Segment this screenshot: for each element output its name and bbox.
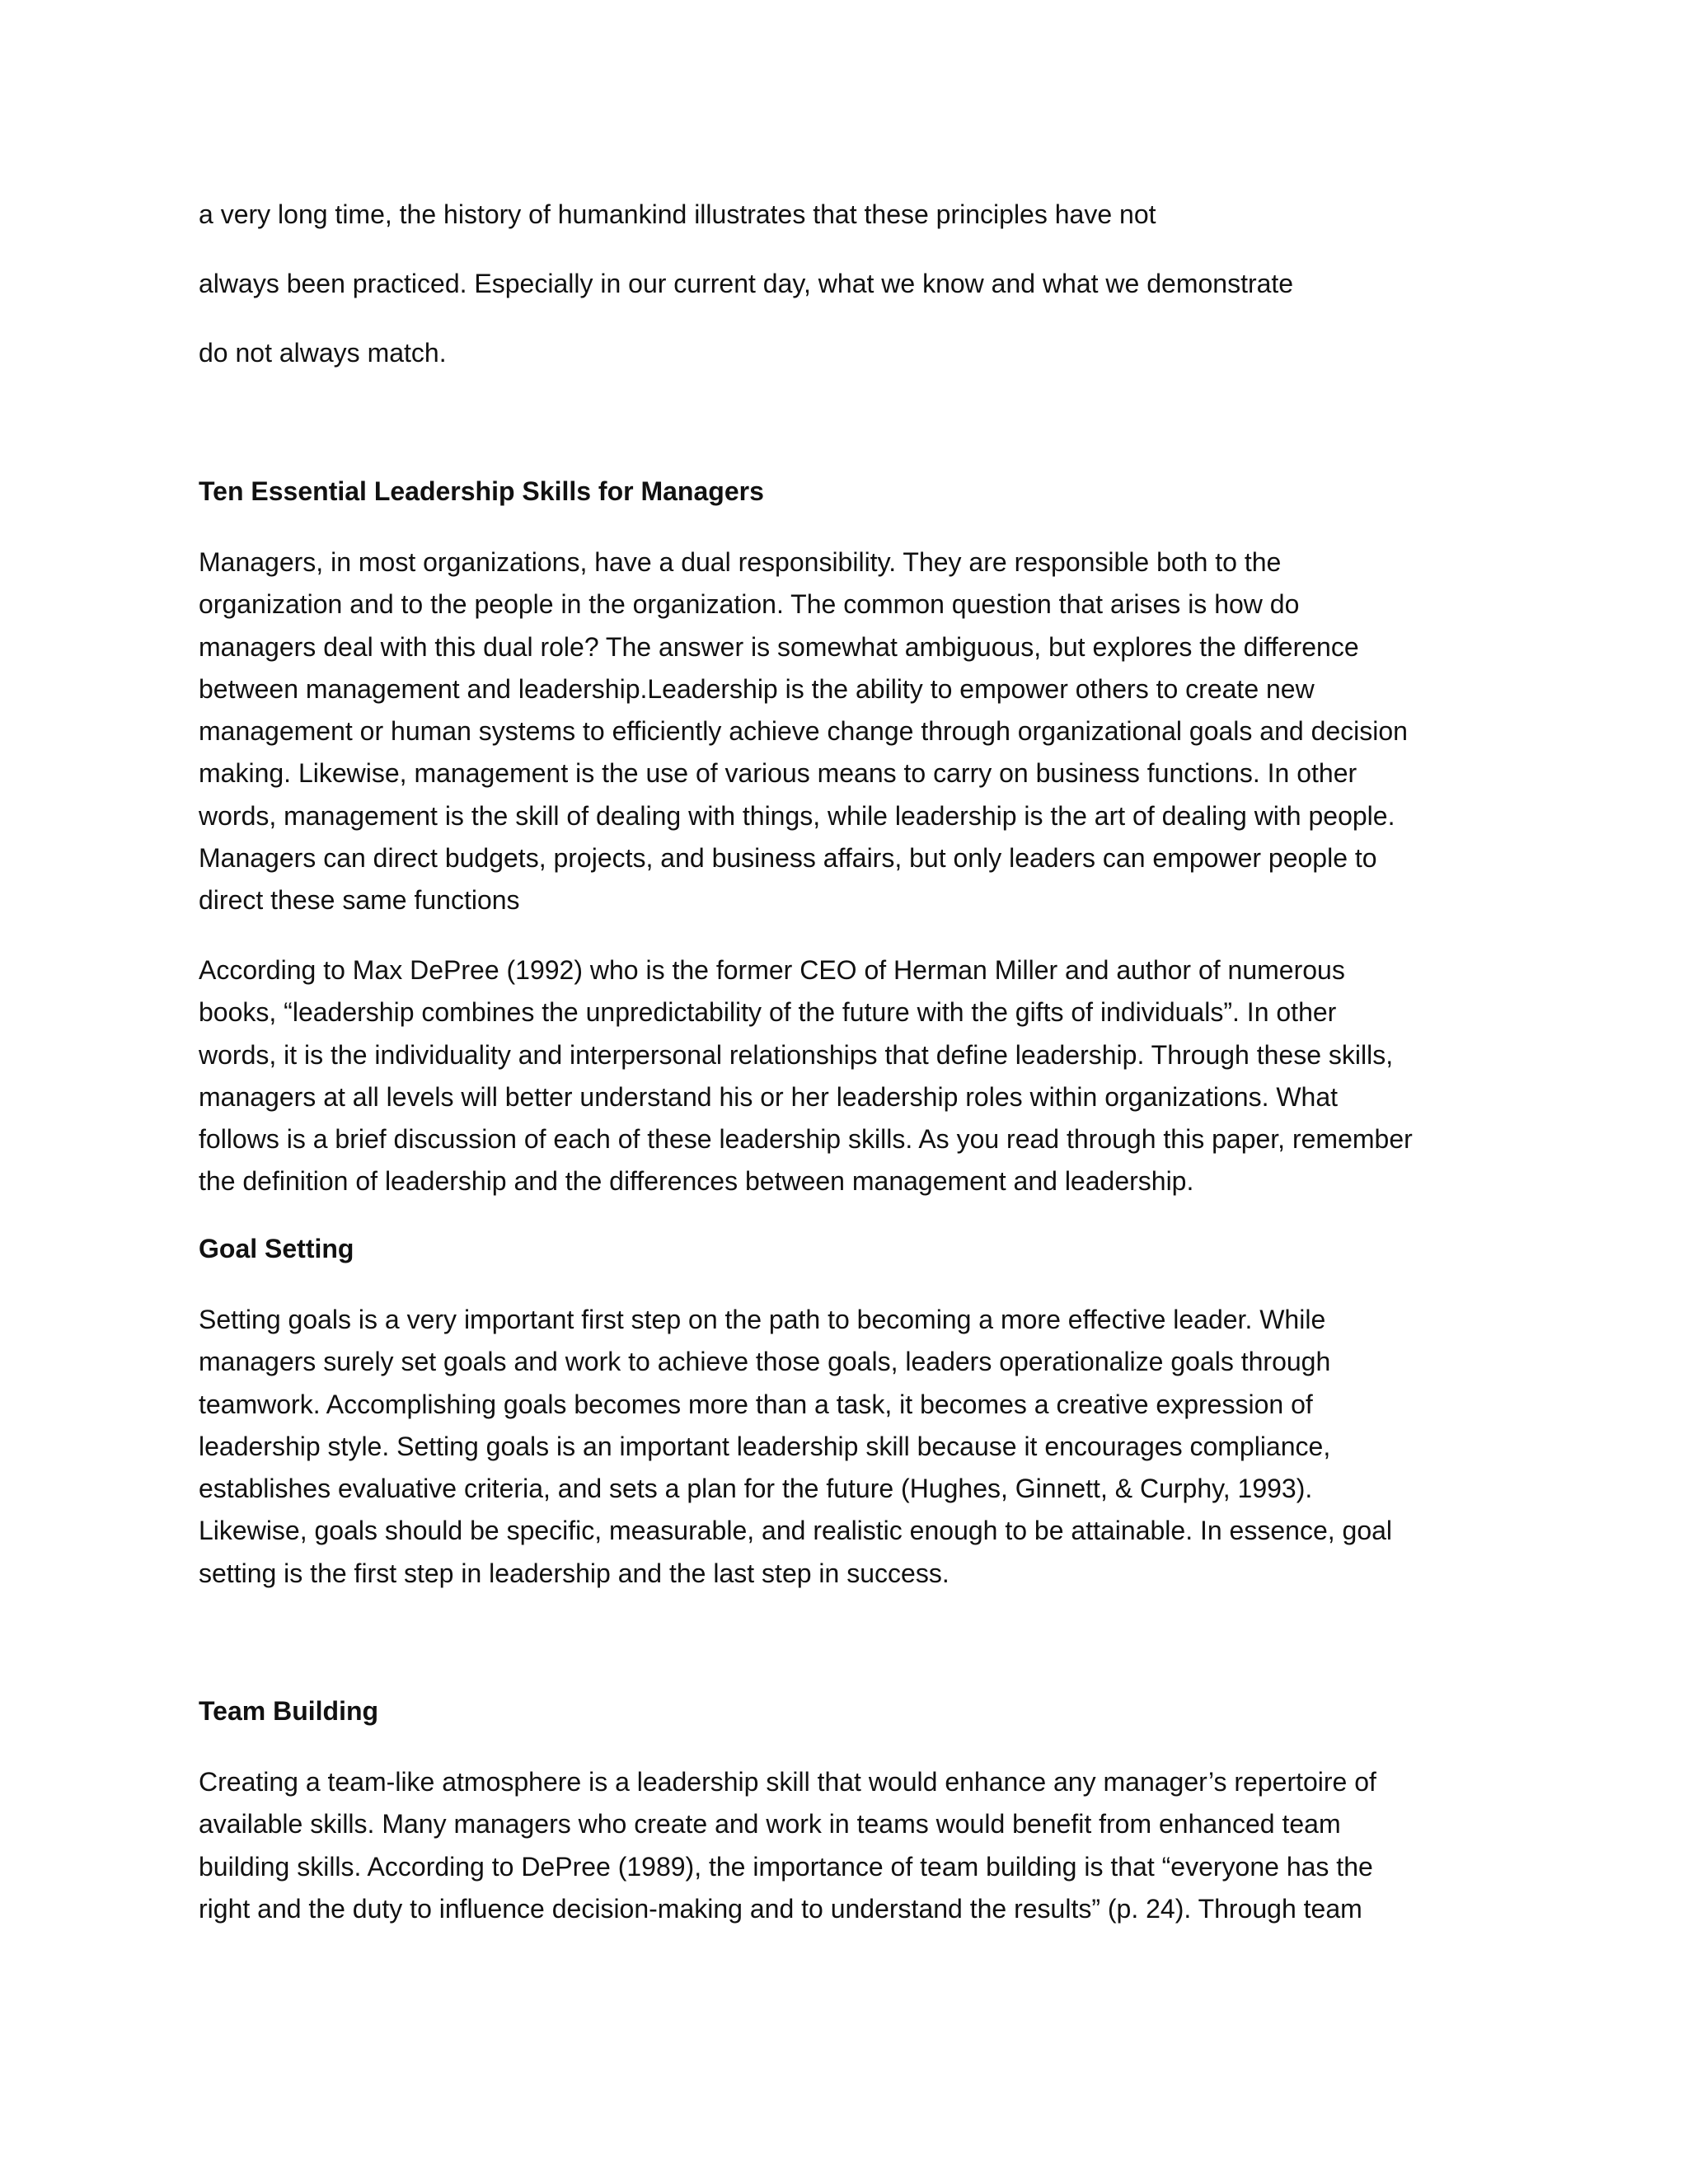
paragraph-line: Likewise, goals should be specific, measurable, and realistic enough to be attainable. In essence, goal bbox=[199, 1516, 1393, 1546]
paragraph bbox=[199, 541, 1408, 922]
paragraph-line: between management and leadership.Leadership is the ability to empower others to create new bbox=[199, 673, 1315, 704]
paragraph-line: management or human systems to efficiently achieve change through organizational goals and decision bbox=[199, 716, 1408, 747]
paragraph bbox=[199, 1299, 1392, 1595]
paragraph-line: teamwork. Accomplishing goals becomes more than a task, it becomes a creative expression of bbox=[199, 1389, 1313, 1419]
paragraph-line: managers surely set goals and work to achieve those goals, leaders operationalize goals through bbox=[199, 1347, 1331, 1377]
section-heading: Goal Setting bbox=[199, 1234, 354, 1263]
paragraph-line: establishes evaluative criteria, and sets a plan for the future (Hughes, Ginnett, & Curphy, 1993). bbox=[199, 1474, 1313, 1504]
paragraph-line: According to Max DePree (1992) who is the former CEO of Herman Miller and author of numerous bbox=[199, 955, 1345, 985]
paragraph-line: making. Likewise, management is the use of various means to carry on business functions. In other bbox=[199, 758, 1357, 789]
paragraph-line: Setting goals is a very important first step on the path to becoming a more effective leader. While bbox=[199, 1305, 1326, 1334]
intro-line: a very long time, the history of humankind illustrates that these principles have not bbox=[199, 199, 1156, 229]
paragraph-line: the definition of leadership and the differences between management and leadership. bbox=[199, 1166, 1194, 1197]
paragraph-line: setting is the first step in leadership and the last step in success. bbox=[199, 1558, 950, 1588]
paragraph-line: leadership style. Setting goals is an important leadership skill because it encourages compliance, bbox=[199, 1431, 1331, 1461]
section-heading: Team Building bbox=[199, 1696, 379, 1726]
paragraph-line: building skills. According to DePree (1989), the importance of team building is that “everyone has the bbox=[199, 1851, 1373, 1882]
paragraph-line: follows is a brief discussion of each of these leadership skills. As you read through this paper, remember bbox=[199, 1124, 1413, 1155]
paragraph bbox=[199, 949, 1413, 1203]
paragraph-line: organization and to the people in the organization. The common question that arises is how do bbox=[199, 589, 1300, 620]
paragraph-line: direct these same functions bbox=[199, 885, 520, 916]
paragraph-line: words, it is the individuality and interpersonal relationships that define leadership. Through these skills, bbox=[199, 1039, 1394, 1070]
intro-line: do not always match. bbox=[199, 338, 447, 368]
section-heading: Ten Essential Leadership Skills for Managers bbox=[199, 476, 764, 506]
paragraph-line: managers deal with this dual role? The answer is somewhat ambiguous, but explores the difference bbox=[199, 631, 1359, 662]
paragraph-line: books, “leadership combines the unpredictability of the future with the gifts of individuals”. In other bbox=[199, 997, 1337, 1028]
paragraph bbox=[199, 1761, 1376, 1930]
paragraph-line: Creating a team-like atmosphere is a leadership skill that would enhance any manager’s repertoire of bbox=[199, 1767, 1376, 1797]
intro-line: always been practiced. Especially in our current day, what we know and what we demonstrate bbox=[199, 269, 1294, 298]
paragraph-line: words, management is the skill of dealing with things, while leadership is the art of dealing with people. bbox=[199, 800, 1395, 831]
paragraph-line: managers at all levels will better understand his or her leadership roles within organizations. What bbox=[199, 1081, 1339, 1112]
paragraph-line: available skills. Many managers who create and work in teams would benefit from enhanced team bbox=[199, 1809, 1341, 1840]
paragraph-line: Managers, in most organizations, have a dual responsibility. They are responsible both to the bbox=[199, 547, 1282, 577]
paragraph-line: right and the duty to influence decision-making and to understand the results” (p. 24). Through team bbox=[199, 1893, 1362, 1924]
paragraph-line: Managers can direct budgets, projects, and business affairs, but only leaders can empower people to bbox=[199, 843, 1377, 874]
